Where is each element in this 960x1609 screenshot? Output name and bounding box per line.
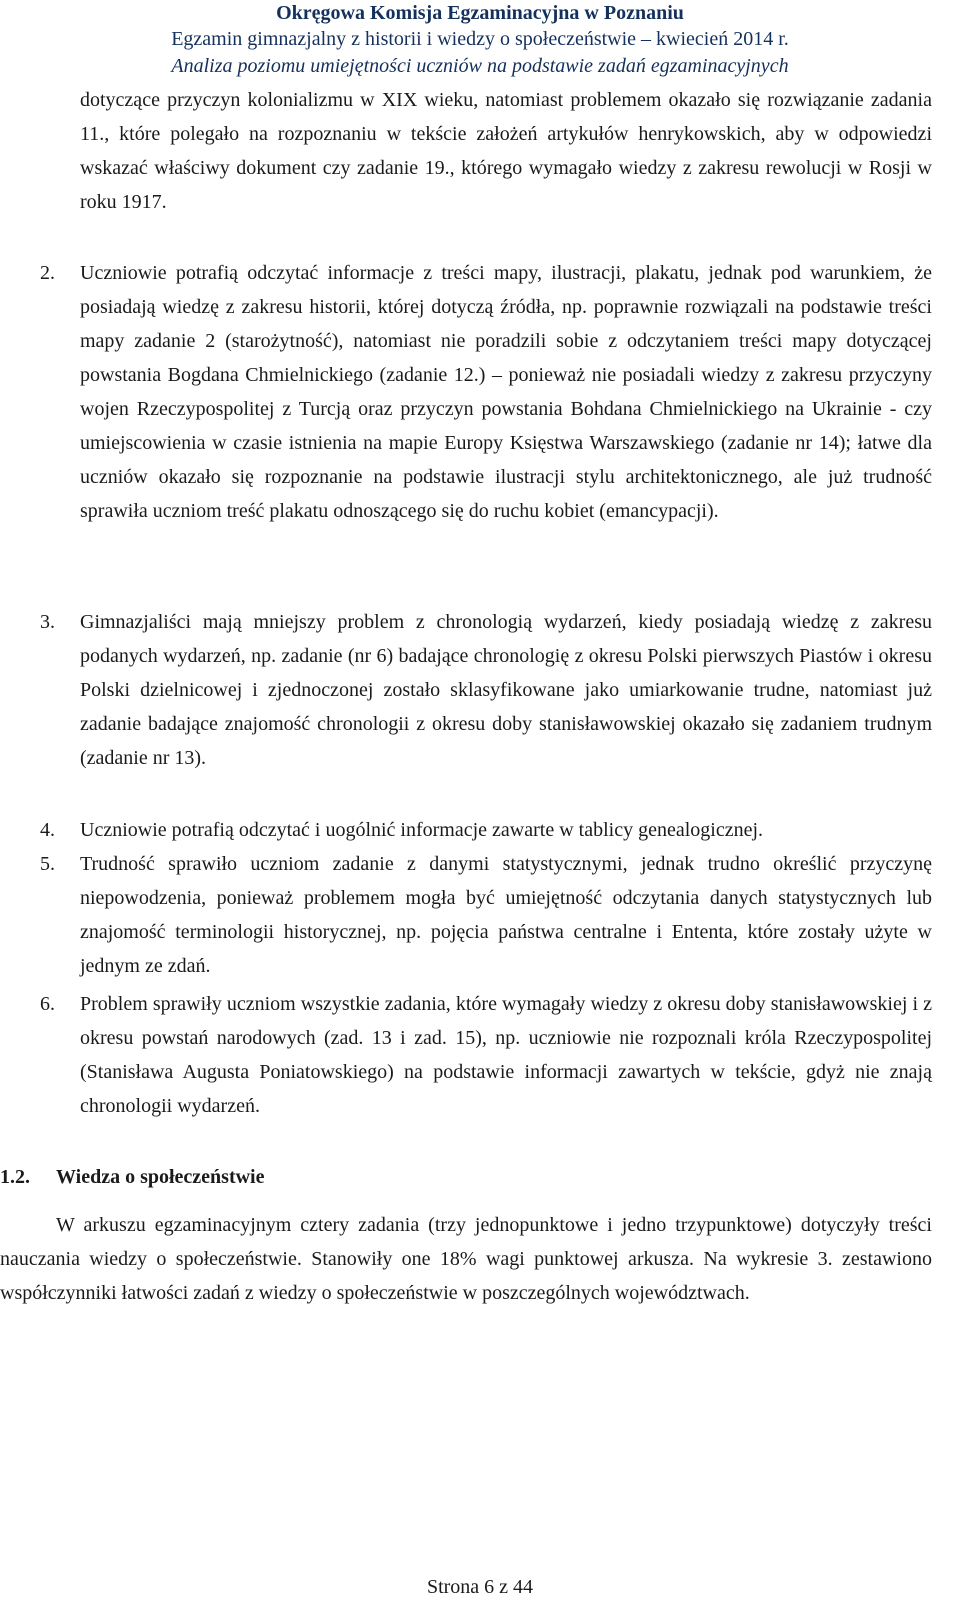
page-header bbox=[0, 0, 960, 80]
section-paragraph: W arkuszu egzaminacyjnym cztery zadania (trzy jednopunktowe i jedno trzypunktowe) dotyczyły treści nauczania wiedzy o społeczeństwie. Stanowiły one 18% wagi punktowej arkusza. Na wykresie 3. zestawiono współczynniki łatwości zadań z wiedzy o społeczeństwie w poszczególnych województwach. bbox=[0, 1214, 932, 1304]
section-heading bbox=[0, 1160, 265, 1194]
list-item-text: Uczniowie potrafią odczytać informacje z treści mapy, ilustracji, plakatu, jednak pod warunkiem, że posiadają wiedzę z zakresu historii, której dotyczą źródła, np. poprawnie rozwiązali na podstawie treści mapy zadanie 2 (starożytność), natomiast nie poradzili sobie z odczytaniem treści mapy dotyczącej powstania Bogdana Chmielnickiego (zadanie 12.) – ponieważ nie posiadali wiedzy z zakresu przyczyny wojen Rzeczypospolitej z Turcją oraz przyczyn powstania Bohdana Chmielnickiego na Ukrainie - czy umiejscowienia w czasie istnienia na mapie Europy Księstwa Warszawskiego (zadanie nr 14); łatwe dla uczniów okazało się rozpoznanie na podstawie ilustracji stylu architektonicznego, ale już trudność sprawiła uczniom treść plakatu odnoszącego się do ruchu kobiet (emancypacji). bbox=[80, 262, 932, 522]
header-analysis-title: Analiza poziomu umiejętności uczniów na podstawie zadań egzaminacyjnych bbox=[171, 55, 789, 77]
list-item-number: 5. bbox=[40, 853, 55, 875]
intro-paragraph: dotyczące przyczyn kolonializmu w XIX wieku, natomiast problemem okazało się rozwiązanie zadania 11., które polegało na rozpoznaniu w tekście założeń artykułów henrykowskich, aby w odpowiedzi wskazać właściwy dokument czy zadanie 19., którego wymagało wiedzy z zakresu rewolucji w Rosji w roku 1917. bbox=[80, 89, 932, 213]
list-item bbox=[40, 987, 932, 1123]
list-item-text: Uczniowie potrafią odczytać i uogólnić informacje zawarte w tablicy genealogicznej. bbox=[80, 819, 764, 841]
list-item-number: 3. bbox=[40, 611, 55, 633]
list-item bbox=[40, 605, 932, 775]
list-item-number: 6. bbox=[40, 993, 55, 1015]
page-number: Strona 6 z 44 bbox=[426, 1576, 534, 1598]
header-exam-title: Egzamin gimnazjalny z historii i wiedzy o społeczeństwie – kwiecień 2014 r. bbox=[171, 28, 789, 50]
list-item bbox=[40, 847, 932, 983]
list-item-text: Trudność sprawiło uczniom zadanie z danymi statystycznymi, jednak trudno określić przyczynę niepowodzenia, ponieważ problemem mogła być umiejętność odczytania danych statystycznych lub znajomość terminologii historycznej, np. pojęcia państwa centralne i Ententa, które zostały użyte w jednym ze zdań. bbox=[80, 853, 932, 977]
section-number: 1.2. bbox=[0, 1166, 30, 1188]
section-title: Wiedza o społeczeństwie bbox=[56, 1166, 265, 1188]
list-item-text: Problem sprawiły uczniom wszystkie zadania, które wymagały wiedzy z okresu doby stanisławowskiej i z okresu powstań narodowych (zad. 13 i zad. 15), np. uczniowie nie rozpoznali króla Rzeczypospolitej (Stanisława Augusta Poniatowskiego) na podstawie informacji zawartych w tekście, gdyż nie znają chronologii wydarzeń. bbox=[80, 993, 932, 1117]
list-item-number: 2. bbox=[40, 262, 55, 284]
list-item bbox=[40, 256, 932, 528]
list-item-number: 4. bbox=[40, 819, 55, 841]
list-item-text: Gimnazjaliści mają mniejszy problem z chronologią wydarzeń, kiedy posiadają wiedzę z zakresu podanych wydarzeń, np. zadanie (nr 6) badające chronologię z okresu Polski pierwszych Piastów i okresu Polski dzielnicowej i zjednoczonej zostało sklasyfikowane jako umiarkowanie trudne, natomiast już zadanie badające znajomość chronologii z okresu doby stanisławowskiej okazało się zadaniem trudnym (zadanie nr 13). bbox=[80, 611, 932, 769]
list-item bbox=[40, 813, 932, 847]
header-institution: Okręgowa Komisja Egzaminacyjna w Poznaniu bbox=[276, 2, 684, 24]
